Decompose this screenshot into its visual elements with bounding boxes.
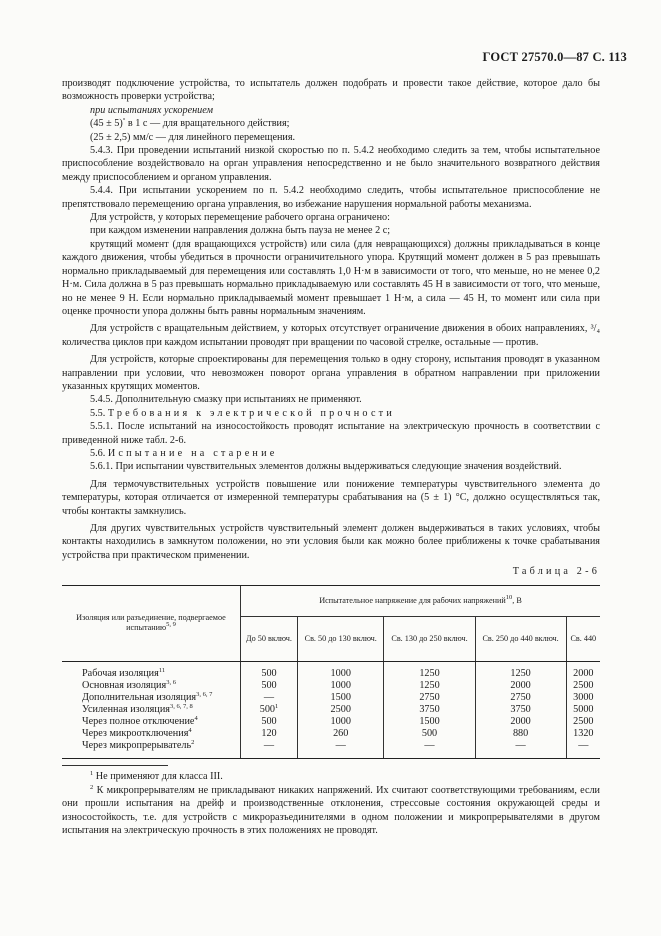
table-cell-voltage: 1250 — [384, 680, 475, 692]
table-cell-voltage: — — [384, 740, 475, 759]
paragraph-italic: при испытаниях ускорением — [90, 104, 214, 116]
table-column-header: Св. 50 до 130 включ. — [297, 616, 384, 661]
paragraph: (25 ± 2,5) мм/с — для линейного перемещения. — [90, 131, 296, 143]
table-column-header: До 50 включ. — [241, 616, 298, 661]
table-cell-voltage: 3000 — [566, 692, 600, 704]
table-row — [62, 728, 600, 740]
paragraph: Для термочувствительных устройств повышение или понижение температуры чувствительного элемента до температуры, которая отличается от измеренной температуры срабатывания на (5 ± 1) °С, должно осуществляться так, чтобы контакты замкнулись. — [62, 478, 600, 517]
table-cell-voltage: — — [475, 740, 566, 759]
table-cell-voltage: 1000 — [297, 680, 384, 692]
table-cell-voltage: 1000 — [297, 716, 384, 728]
paragraph: Для устройств с вращательным действием, у которых отсутствует ограничение движения в обоих направлениях, ³/₄ количества циклов при каждом испытании проводят при вращении по часовой стрелке, остальные — против. — [62, 323, 600, 348]
page-header: ГОСТ 27570.0—87 С. 113 — [482, 50, 627, 64]
table-cell-voltage: — — [297, 740, 384, 759]
table-cell-voltage: 2000 — [475, 680, 566, 692]
table-cell-insulation: Через микроотключения$^4$ — [82, 727, 192, 740]
table-cell-voltage: 2750 — [475, 692, 566, 704]
table-row — [62, 680, 600, 692]
table-cell-voltage: — — [566, 740, 600, 759]
table-row — [62, 692, 600, 704]
table-cell-voltage: 3750 — [475, 704, 566, 716]
paragraph: Для других чувствительных устройств чувствительный элемент должен выдерживаться в таких условиях, чтобы контакты находились в замкнутом положении, но эти условия были как можно более приближены к точке срабатывания устройства при практическом применении. — [62, 523, 600, 561]
table-cell-voltage: 880 — [475, 728, 566, 740]
table-column-header: Св. 440 — [566, 616, 600, 661]
table-cell-voltage: — — [241, 740, 298, 759]
paragraph-5-4-4: 5.4.4. При испытании ускорением по п. 5.4.2 необходимо следить, чтобы испытательное приспособление не препятствовало перемещению органа управления, во избежание нарушения нормальной работы механизма. — [62, 185, 600, 210]
table-cell-voltage: 260 — [297, 728, 384, 740]
footnote-2: $^2$ К микропрерывателям не прикладывают никаких напряжений. Их считают соответствующими требованиям, если они прошли испытания на дрейф и производственные отклонения, стрессовые состояния окружающей среды и износостойкость, т.е. для устройств с микроразъединителями в одном положении и микропрерывателями в другом испытания на электрическую прочность в этих положениях не проводят. — [62, 783, 601, 836]
footnote-1: $^1$ Не применяют для класса III. — [90, 770, 223, 783]
table-cell-voltage: 1500 — [384, 716, 475, 728]
table-cell-voltage: 2500 — [297, 704, 384, 716]
document-body — [62, 77, 600, 837]
table-cell-voltage: — — [241, 692, 298, 704]
paragraph: при каждом изменении направления должна быть пауза не менее 2 с; — [90, 225, 391, 237]
section-heading-5-6: 5.6. Испытание на старение — [90, 447, 278, 459]
table-caption: Таблица 2-6 — [512, 566, 600, 578]
paragraph-5-5-1: 5.5.1. После испытаний на износостойкость проводят испытание на электрическую прочность в соответствии с приведенной ниже табл. 2-6. — [62, 421, 600, 446]
table-row — [62, 704, 600, 716]
section-heading-5-5: 5.5. Требования к электрической прочности — [90, 407, 395, 419]
table-cell-insulation: Через полное отключение$^4$ — [82, 715, 198, 727]
table-cell-insulation: Рабочая изоляция$^{11}$ — [82, 666, 166, 679]
table-cell-voltage: 500 — [241, 680, 298, 692]
table-row — [62, 661, 600, 680]
table-cell-voltage: 2750 — [384, 692, 475, 704]
table-cell-voltage: 500 — [241, 716, 298, 728]
fraction: ³/₄ — [590, 323, 600, 335]
paragraph-5-6-1: 5.6.1. При испытании чувствительных элементов должны выдерживаться следующие значения воздействий. — [90, 461, 562, 473]
table-column-header: Св. 250 до 440 включ. — [475, 616, 566, 661]
table-cell-voltage: 1250 — [384, 661, 475, 680]
table-cell-voltage: 120 — [241, 728, 298, 740]
table-cell-voltage: 500 — [241, 661, 298, 680]
table-cell-insulation: Усиленная изоляция$^{3, 6, 7, 8}$ — [82, 702, 193, 715]
table-cell-voltage: $500^1$ — [241, 704, 298, 716]
table-header-voltage-group: Испытательное напряжение для рабочих напряжений$^{10}$, В — [241, 585, 601, 616]
table-row — [62, 716, 600, 728]
table-header-insulation: Изоляция или разъединение, подвергаемое испытанию$^{5, 9}$ — [62, 585, 241, 661]
paragraph: Для устройств, у которых перемещение рабочего органа ограничено: — [90, 212, 390, 224]
footnote-separator — [62, 765, 168, 766]
paragraph: Для устройств, которые спроектированы для перемещения только в одну сторону, испытания проводят в указанном направлении при условии, что невозможен поворот органа управления в обратном направлении при приложении указанных крутящих моментов. — [62, 354, 600, 392]
table-cell-voltage: 500 — [384, 728, 475, 740]
paragraph: крутящий момент (для вращающихся устройств) или сила (для невращающихся) должны прикладываться в конце каждого движения, чтобы убедиться в прочности ограничительного упора. Крутящий момент должен в 5 раз превышать нормально прикладываемый для перемещения или составлять 1,0 Н·м в зависимости от того, что меньше, но не менее 0,2 Н·м. Сила должна в 5 раз превышать нормально прикладываемую или составлять 45 Н в зависимости от того, что меньше, но не менее 9 Н. Если нормально прикладываемый момент превышает 1 Н·м, а сила — 45 Н, то момент или сила при оценке прочности упора должны быть равны нормальным значениям. — [62, 238, 600, 317]
table-cell-voltage: 2000 — [566, 661, 600, 680]
table-cell-voltage: 2500 — [566, 680, 600, 692]
table-cell-voltage: 1250 — [475, 661, 566, 680]
table-cell-insulation: Дополнительная изоляция$^{3, 6, 7}$ — [82, 690, 213, 703]
table-cell-voltage: 1320 — [566, 728, 600, 740]
table-cell-insulation: Через микропрерыватель$^2$ — [62, 740, 241, 759]
table-cell-voltage: 2500 — [566, 716, 600, 728]
paragraph: (45 ± 5)° в 1 с — для вращательного действия; — [90, 117, 290, 130]
table-cell-insulation: Основная изоляция$^{3, 6}$ — [82, 678, 176, 691]
table-row — [62, 740, 600, 759]
table-cell-voltage: 1500 — [297, 692, 384, 704]
table-cell-voltage: 2000 — [475, 716, 566, 728]
paragraph-5-4-3: 5.4.3. При проведении испытаний низкой скоростью по п. 5.4.2 необходимо следить за тем, чтобы испытательное приспособление воздействовало на орган управления непосредственно и не было значительного возвратного действия между приспособлением и органом управления. — [62, 145, 600, 183]
table-cell-voltage: 1000 — [297, 661, 384, 680]
paragraph: производят подключение устройства, то испытатель должен подобрать и провести такое действие, которое дало бы возможность проверки устройства; — [62, 78, 600, 103]
paragraph-5-4-5: 5.4.5. Дополнительную смазку при испытаниях не применяют. — [90, 394, 362, 406]
voltage-table — [62, 585, 600, 760]
table-cell-voltage: 5000 — [566, 704, 600, 716]
table-column-header: Св. 130 до 250 включ. — [384, 616, 475, 661]
table-cell-voltage: 3750 — [384, 704, 475, 716]
